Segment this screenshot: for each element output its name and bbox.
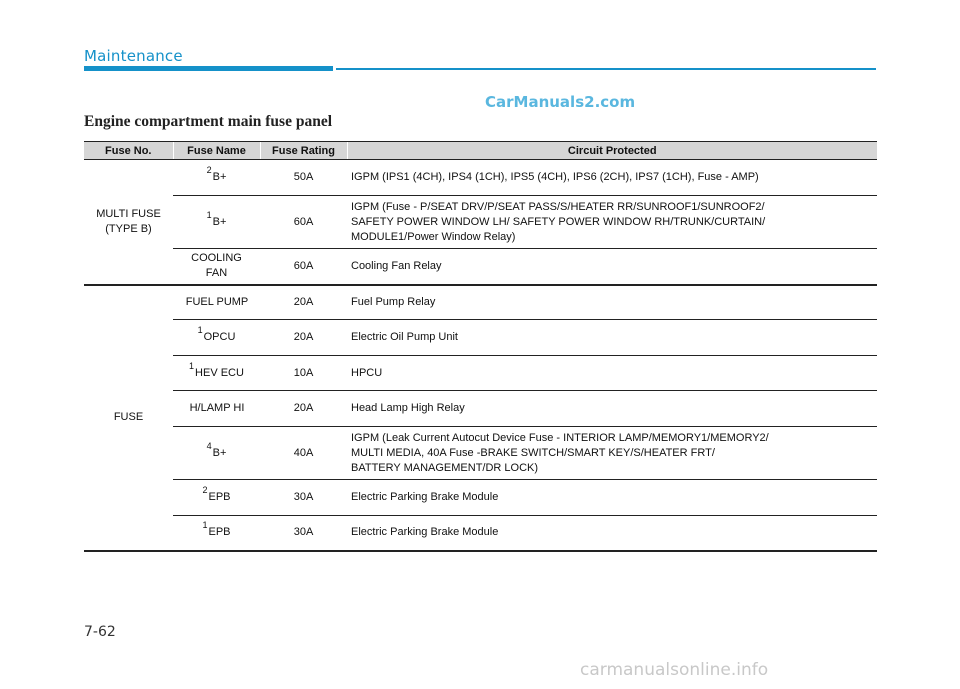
fuse-name-cell (173, 516, 260, 551)
circuit-protected (347, 516, 877, 551)
circuit-line: Electric Parking Brake Module (351, 491, 499, 503)
circuit-line: IGPM (IPS1 (4CH), IPS4 (1CH), IPS5 (4CH), IPS6 (2CH), IPS7 (1CH), Fuse - AMP) (351, 171, 759, 183)
fuse-rating: 60A (260, 249, 347, 285)
fuse-name-cell (173, 196, 260, 249)
circuit-protected (347, 160, 877, 196)
table-row (84, 196, 877, 249)
circuit-protected (347, 320, 877, 356)
circuit-line: SAFETY POWER WINDOW LH/ SAFETY POWER WINDOW RH/TRUNK/CURTAIN/ (351, 215, 766, 228)
circuit-line: Electric Oil Pump Unit (351, 331, 458, 343)
fuse-rating: 20A (260, 285, 347, 320)
fuse-name: COOLING (191, 252, 242, 265)
header-rule-thin (336, 68, 876, 70)
circuit-line: Electric Parking Brake Module (351, 526, 499, 539)
circuit-protected (347, 391, 877, 427)
circuit-protected (347, 427, 877, 480)
table-row (84, 285, 877, 320)
circuit-line: MULTI MEDIA, 40A Fuse -BRAKE SWITCH/SMART KEY/S/HEATER FRT/ (351, 446, 715, 459)
watermark-top: CarManuals2.com (485, 93, 636, 111)
panel-title: Engine compartment main fuse panel (84, 113, 332, 130)
circuit-line: Fuel Pump Relay (351, 295, 436, 308)
table-row (84, 320, 877, 356)
circuit-line: IGPM (Fuse - P/SEAT DRV/P/SEAT PASS/S/HEATER RR/SUNROOF1/SUNROOF2/ (351, 200, 765, 213)
note-marker: 4 (206, 440, 212, 451)
table-row (84, 480, 877, 516)
table-row (84, 427, 877, 480)
fuse-name-cell (173, 356, 260, 391)
circuit-protected (347, 356, 877, 391)
fuse-name: B+ (212, 171, 227, 183)
circuit-protected (347, 480, 877, 516)
fuse-name: FAN (205, 267, 228, 280)
circuit-protected (347, 196, 877, 249)
fuse-rating: 20A (260, 320, 347, 356)
fuse-name: B+ (212, 446, 227, 459)
fuse-name-cell (173, 285, 260, 320)
fuse-group-label: (TYPE B) (105, 222, 152, 235)
fuse-name: EPB (208, 526, 231, 539)
table-row (84, 356, 877, 391)
circuit-line: IGPM (Leak Current Autocut Device Fuse - INTERIOR LAMP/MEMORY1/MEMORY2/ (351, 431, 769, 444)
table-row (84, 391, 877, 427)
column-header-fuse-name: Fuse Name (173, 142, 260, 160)
column-header-circuit-protected: Circuit Protected (347, 142, 877, 160)
fuse-name: H/LAMP HI (189, 402, 245, 414)
fuse-rating: 60A (260, 196, 347, 249)
fuse-group-label: MULTI FUSE (96, 207, 161, 220)
fuse-name: HEV ECU (195, 366, 244, 379)
fuse-rating: 40A (260, 427, 347, 480)
fuse-name: OPCU (203, 331, 236, 343)
fuse-name-cell (173, 427, 260, 480)
circuit-line: MODULE1/Power Window Relay) (351, 230, 516, 243)
watermark-bottom: carmanualsonline.info (580, 660, 769, 680)
page-number: 7-62 (84, 624, 116, 640)
fuse-rating: 30A (260, 516, 347, 551)
fuse-rating: 30A (260, 480, 347, 516)
fuse-group-label: FUSE (113, 411, 144, 423)
circuit-line: Cooling Fan Relay (351, 259, 442, 272)
fuse-group-cell (84, 285, 173, 551)
fuse-rating: 20A (260, 391, 347, 427)
fuse-name-cell (173, 320, 260, 356)
fuse-name: FUEL PUMP (185, 295, 249, 308)
fuse-name-cell (173, 249, 260, 285)
column-header-fuse-no: Fuse No. (84, 142, 173, 160)
table-row (84, 516, 877, 551)
circuit-protected (347, 285, 877, 320)
fuse-rating: 50A (260, 160, 347, 196)
table-header-row (84, 142, 877, 160)
fuse-group-cell (84, 160, 173, 285)
note-marker: 1 (206, 209, 212, 220)
circuit-line: Head Lamp High Relay (351, 402, 465, 414)
note-marker: 1 (197, 325, 203, 335)
fuse-name-cell (173, 480, 260, 516)
fuse-table (84, 141, 877, 552)
note-marker: 1 (189, 360, 195, 371)
fuse-name: B+ (212, 215, 227, 228)
fuse-name: EPB (208, 491, 231, 503)
section-title: Maintenance (84, 47, 183, 65)
column-header-fuse-rating: Fuse Rating (260, 142, 347, 160)
fuse-rating: 10A (260, 356, 347, 391)
header-rule-thick (84, 66, 333, 71)
circuit-line: BATTERY MANAGEMENT/DR LOCK) (351, 461, 539, 474)
table-row (84, 249, 877, 285)
circuit-line: HPCU (351, 366, 383, 379)
circuit-protected (347, 249, 877, 285)
note-marker: 2 (206, 165, 212, 175)
table-row (84, 160, 877, 196)
fuse-name-cell (173, 160, 260, 196)
note-marker: 2 (202, 485, 208, 495)
note-marker: 1 (202, 520, 208, 531)
fuse-name-cell (173, 391, 260, 427)
